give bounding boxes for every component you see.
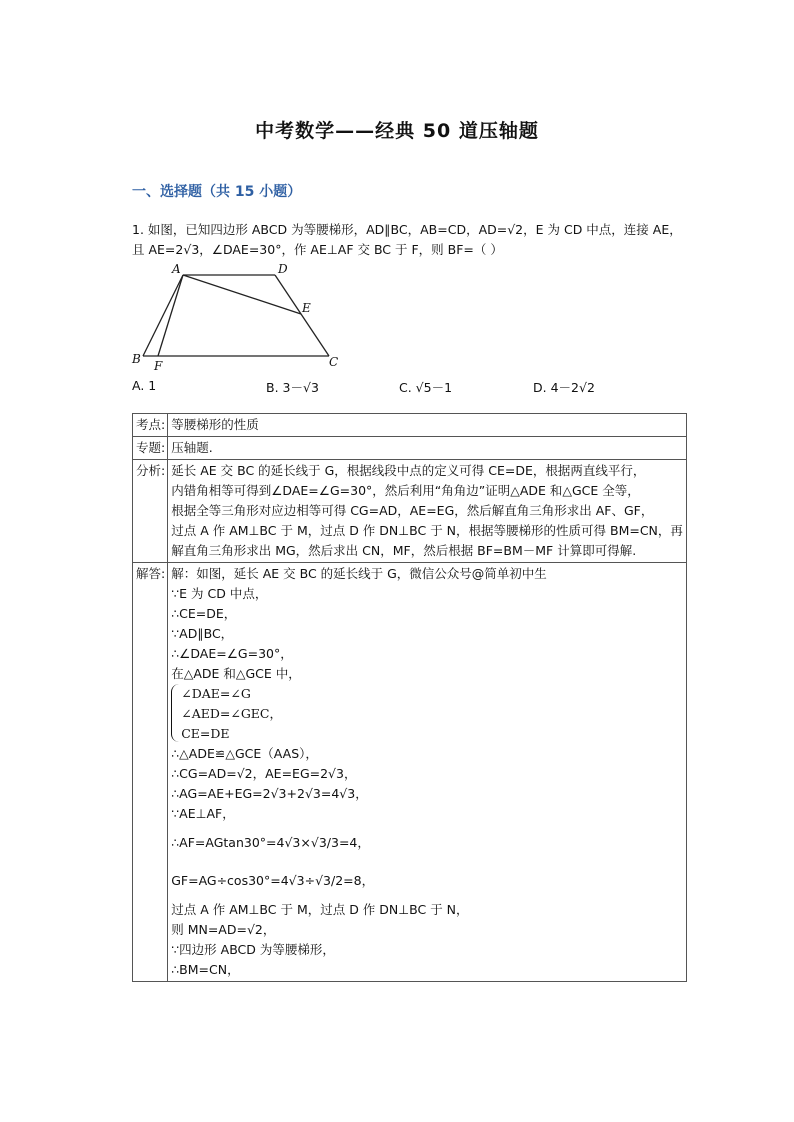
label-b: B <box>132 352 141 366</box>
fenxi-value <box>168 459 687 562</box>
edge-ab <box>143 275 183 356</box>
jieda-line: ∴CG=AD=√2，AE=EG=2√3， <box>171 765 357 781</box>
system-line: ∠DAE=∠G <box>181 685 251 701</box>
fenxi-line: 解直角三角形求出 MG，然后求出 CN，MF，然后根据 BF=BM－MF 计算即可得解. <box>171 542 637 558</box>
question-line-1: 1. 如图，已知四边形 ABCD 为等腰梯形，AD∥BC，AB=CD，AD=√2，E 为 CD 中点，连接 AE， <box>132 222 682 237</box>
zhuanti-value: 压轴题. <box>168 436 687 459</box>
jieda-line: 在△ADE 和△GCE 中， <box>171 665 301 681</box>
label-e: E <box>302 301 311 315</box>
fenxi-label: 分析: <box>133 459 168 562</box>
kaodian-value: 等腰梯形的性质 <box>168 414 687 437</box>
jieda-line: ∵四边形 ABCD 为等腰梯形， <box>171 941 335 957</box>
jieda-line: 过点 A 作 AM⊥BC 于 M，过点 D 作 DN⊥BC 于 N， <box>171 901 469 917</box>
fenxi-line: 内错角相等可得到∠DAE=∠G=30°，然后利用“角角边”证明△ADE 和△GCE 全等， <box>171 482 640 498</box>
jieda-label: 解答: <box>133 562 168 981</box>
system-line: CE=DE <box>181 725 230 741</box>
label-d: D <box>278 262 288 276</box>
row-zhuanti <box>133 436 687 459</box>
answer-choices <box>132 378 672 398</box>
jieda-line: ∴BM=CN， <box>171 961 240 977</box>
edge-dc <box>275 275 329 356</box>
row-fenxi <box>133 459 687 562</box>
section-heading: 一、选择题（共 15 小题） <box>132 184 302 200</box>
question-line-2: 且 AE=2√3，∠DAE=30°，作 AE⊥AF 交 BC 于 F，则 BF=（ ） <box>132 242 503 257</box>
choice-a[interactable]: A. 1 <box>132 378 157 393</box>
jieda-line: ∴AG=AE+EG=2√3+2√3=4√3， <box>171 785 368 801</box>
zhuanti-label: 专题: <box>133 436 168 459</box>
equation-system <box>171 684 683 744</box>
kaodian-label: 考点: <box>133 414 168 437</box>
jieda-value <box>168 562 687 981</box>
jieda-line: ∵E 为 CD 中点， <box>171 585 268 601</box>
jieda-line: ∵AD∥BC， <box>171 625 234 641</box>
fenxi-line: 根据全等三角形对应边相等可得 CG=AD，AE=EG，然后解直角三角形求出 AF、GF， <box>171 502 654 518</box>
jieda-line: ∴△ADE≌△GCE（AAS）， <box>171 745 318 761</box>
trapezoid-figure <box>130 262 350 374</box>
choice-b[interactable]: B. 3－√3 <box>266 380 319 395</box>
choice-c[interactable]: C. √5－1 <box>399 380 453 395</box>
jieda-line: ∴∠DAE=∠G=30°， <box>171 645 293 661</box>
page-title: 中考数学——经典 50 道压轴题 <box>255 120 539 142</box>
label-c: C <box>329 355 339 369</box>
jieda-line: GF=AG÷cos30°=4√3÷√3/2=8， <box>171 872 375 888</box>
label-f: F <box>154 359 163 373</box>
row-kaodian <box>133 414 687 437</box>
fenxi-line: 延长 AE 交 BC 的延长线于 G，根据线段中点的定义可得 CE=DE，根据两直线平行， <box>171 462 646 478</box>
solution-table <box>132 413 687 982</box>
row-jieda <box>133 562 687 981</box>
choice-d[interactable]: D. 4－2√2 <box>533 380 595 395</box>
jieda-line: ∴CE=DE， <box>171 605 237 621</box>
segment-ae <box>183 275 301 314</box>
label-a: A <box>172 262 181 276</box>
jieda-line: ∵AE⊥AF， <box>171 805 235 821</box>
system-line: ∠AED=∠GEC， <box>181 705 282 721</box>
brace <box>171 684 180 742</box>
fenxi-line: 过点 A 作 AM⊥BC 于 M，过点 D 作 DN⊥BC 于 N，根据等腰梯形的性质可得 BM=CN，再 <box>171 522 683 538</box>
jieda-line: ∴AF=AGtan30°=4√3×√3/3=4， <box>171 834 370 850</box>
segment-af <box>158 275 183 356</box>
jieda-line: 则 MN=AD=√2， <box>171 921 276 937</box>
jieda-line: 解：如图，延长 AE 交 BC 的延长线于 G，微信公众号@简单初中生 <box>171 565 547 581</box>
